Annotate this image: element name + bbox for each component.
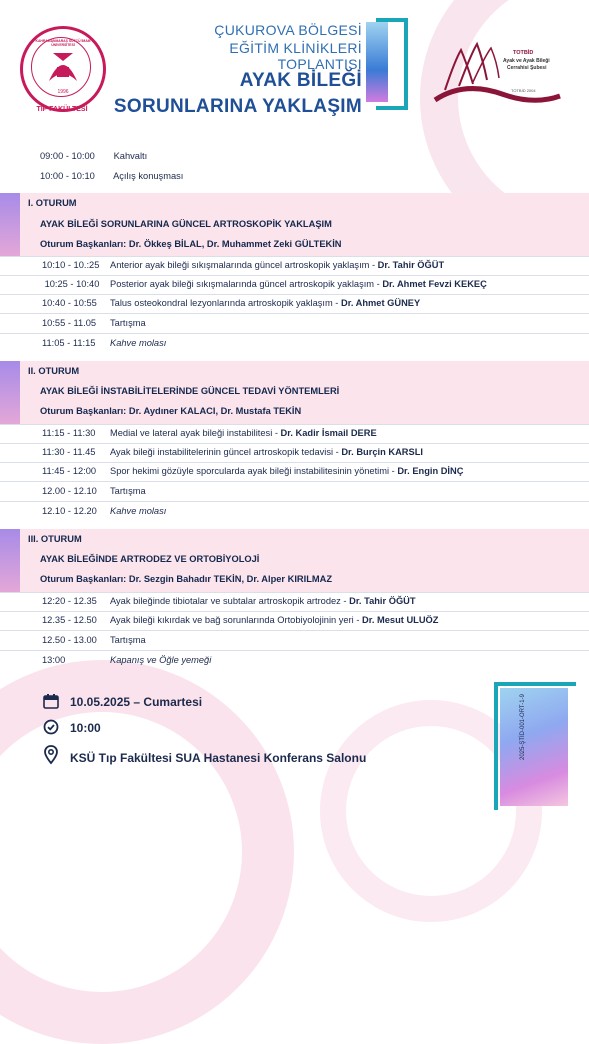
item-time: 10:00 - 10:10 xyxy=(40,171,95,181)
schedule-row xyxy=(42,466,589,476)
divider xyxy=(0,275,589,276)
speaker-name: Dr. Ahmet Fevzi KEKEÇ xyxy=(382,279,487,289)
schedule-row xyxy=(42,298,589,308)
item-time: 12.10 - 12.20 xyxy=(42,506,97,516)
schedule-row xyxy=(42,486,589,496)
item-text: Ayak bileğinde tibiotalar ve subtalar artroskopik artrodez - xyxy=(110,596,347,606)
session-chairs: Oturum Başkanları: Dr. Sezgin Bahadır TEKİN, Dr. Alper KIRILMAZ xyxy=(40,574,333,584)
item-text: Kahve molası xyxy=(110,506,167,516)
speaker-name: Dr. Kadir İsmail DERE xyxy=(280,428,377,438)
divider xyxy=(0,592,589,593)
item-text: Tartışma xyxy=(110,318,146,328)
totbid-abbr: TOTBİD xyxy=(513,50,534,56)
university-logo xyxy=(20,26,106,112)
session-label: III. OTURUM xyxy=(28,534,82,544)
item-text: Tartışma xyxy=(110,635,146,645)
event-venue: KSÜ Tıp Fakültesi SUA Hastanesi Konferans Salonu xyxy=(70,751,367,765)
schedule-row xyxy=(42,318,589,328)
item-time: 11:05 - 11:15 xyxy=(42,338,96,348)
schedule-row xyxy=(42,260,589,270)
session-title: AYAK BİLEĞİ SORUNLARINA GÜNCEL ARTROSKOPİK YAKLAŞIM xyxy=(40,219,332,229)
session-title: AYAK BİLEĞİNDE ARTRODEZ VE ORTOBİYOLOJİ xyxy=(40,554,260,564)
item-text: Kahve molası xyxy=(110,338,167,348)
item-time: 09:00 - 10:00 xyxy=(40,151,95,161)
header-decor-gradient xyxy=(366,22,388,102)
divider xyxy=(0,630,589,631)
schedule-row xyxy=(42,447,589,457)
decor-circle-bottom-left xyxy=(0,660,294,1044)
schedule-row xyxy=(42,338,589,348)
logo-bottom-text: TIP FAKÜLTESİ xyxy=(36,106,88,113)
item-text: Anterior ayak bileği sıkışmalarında güncel artroskopik yaklaşım - xyxy=(110,260,376,270)
speaker-name: Dr. Mesut ULUÖZ xyxy=(362,615,439,625)
divider xyxy=(0,481,589,482)
schedule-row xyxy=(42,506,589,516)
session-chairs: Oturum Başkanları: Dr. Ökkeş BİLAL, Dr. Muhammet Zeki GÜLTEKİN xyxy=(40,239,342,249)
item-time: 12.50 - 13.00 xyxy=(42,635,97,645)
divider xyxy=(0,294,589,295)
session-label: II. OTURUM xyxy=(28,366,80,376)
item-text: Kahvaltı xyxy=(113,151,148,161)
session-label: I. OTURUM xyxy=(28,198,77,208)
event-time: 10:00 xyxy=(70,721,101,735)
page-title-line1: AYAK BİLEĞİ xyxy=(239,70,362,91)
item-time: 11:30 - 11.45 xyxy=(42,447,96,457)
item-time: 12:20 - 12.35 xyxy=(42,596,97,606)
session-title: AYAK BİLEĞİ İNSTABİLİTELERİNDE GÜNCEL TEDAVİ YÖNTEMLERİ xyxy=(40,386,340,396)
item-text: Ayak bileği kıkırdak ve bağ sorunlarında Ortobiyolojinin yeri - xyxy=(110,615,360,625)
item-time: 11:45 - 12:00 xyxy=(42,466,97,476)
item-text: Kapanış ve Öğle yemeği xyxy=(110,655,212,665)
schedule-row xyxy=(42,615,589,625)
pre-item xyxy=(40,151,589,161)
document-code: 2025-ŞTİD-001-ORT-1-9 xyxy=(520,694,526,760)
item-text: Medial ve lateral ayak bileği instabilitesi - xyxy=(110,428,278,438)
item-time: 10:55 - 11.05 xyxy=(42,318,97,328)
speaker-name: Dr. Burçin KARSLI xyxy=(341,447,423,457)
item-text: Açılış konuşması xyxy=(113,171,184,181)
speaker-name: Dr. Tahir ÖĞÜT xyxy=(377,260,445,270)
divider xyxy=(0,501,589,502)
session-accent xyxy=(0,193,20,256)
item-time: 10:10 - 10.:25 xyxy=(42,260,100,270)
totbid-line2: Cerrahisi Şubesi xyxy=(507,65,547,71)
calendar-icon xyxy=(43,693,59,714)
divider xyxy=(0,462,589,463)
location-pin-icon xyxy=(44,745,58,770)
item-time: 11:15 - 11:30 xyxy=(42,428,96,438)
session-chairs: Oturum Başkanları: Dr. Aydıner KALACI, Dr. Mustafa TEKİN xyxy=(40,406,302,416)
session-accent xyxy=(0,529,20,592)
divider xyxy=(0,611,589,612)
divider xyxy=(0,333,589,334)
schedule-row xyxy=(42,655,589,665)
divider xyxy=(0,313,589,314)
divider xyxy=(0,256,589,257)
item-time: 12.00 - 12.10 xyxy=(42,486,97,496)
item-time: 10:40 - 10:55 xyxy=(42,298,97,308)
footer-decor-square xyxy=(494,682,576,810)
totbid-since: TOTBİD 2004 xyxy=(511,88,536,93)
header-line1: ÇUKUROVA BÖLGESİ xyxy=(214,22,362,38)
logo-arc-text: KAHRAMANMARAŞ SÜTÇÜ İMAM ÜNİVERSİTESİ xyxy=(35,39,91,47)
speaker-name: Dr. Ahmet GÜNEY xyxy=(341,298,421,308)
item-time: 12.35 - 12.50 xyxy=(42,615,97,625)
schedule-row xyxy=(42,428,589,438)
schedule-row xyxy=(42,635,589,645)
item-text: Ayak bileği instabilitelerinin güncel artroskopik tedavisi - xyxy=(110,447,339,457)
item-time: 13:00 xyxy=(42,655,66,665)
foot-logo-icon xyxy=(425,40,565,110)
item-time: 10:25 - 10:40 xyxy=(42,279,100,289)
event-date: 10.05.2025 – Cumartesi xyxy=(70,695,203,709)
pre-item xyxy=(40,171,589,181)
logo-year: 1996 xyxy=(57,89,69,95)
header-line2: EĞİTİM KLİNİKLERİ TOPLANTISI xyxy=(229,40,362,72)
session-accent xyxy=(0,361,20,424)
speaker-name: Dr. Engin DİNÇ xyxy=(397,466,464,476)
clock-check-icon xyxy=(43,719,59,740)
page-title-line2: SORUNLARINA YAKLAŞIM xyxy=(113,96,362,117)
speaker-name: Dr. Tahir ÖĞÜT xyxy=(349,596,416,606)
schedule-row xyxy=(42,596,589,606)
item-text: Spor hekimi gözüyle sporcularda ayak bileği instabilitesinin yönetimi - xyxy=(110,466,395,476)
schedule-row xyxy=(42,279,589,289)
item-text: Talus osteokondral lezyonlarında artroskopik yaklaşım - xyxy=(110,298,339,308)
item-text: Tartışma xyxy=(110,486,146,496)
item-text: Posterior ayak bileği sıkışmalarında güncel artroskopik yaklaşım - xyxy=(110,279,380,289)
divider xyxy=(0,650,589,651)
divider xyxy=(0,443,589,444)
totbid-logo xyxy=(425,40,565,110)
totbid-line1: Ayak ve Ayak Bileği xyxy=(503,58,550,64)
divider xyxy=(0,424,589,425)
